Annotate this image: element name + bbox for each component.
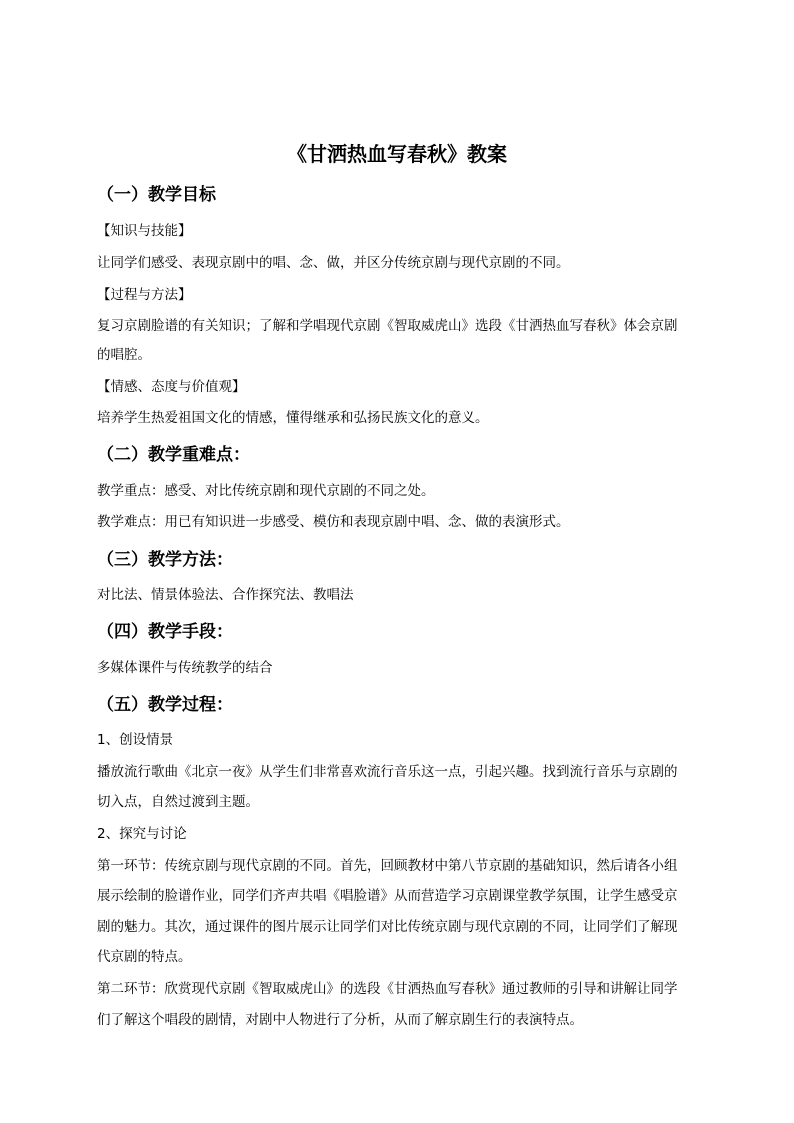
list-item: 1、创设情景	[97, 732, 174, 748]
paragraph: 第一环节：传统京剧与现代京剧的不同。首先，回顾教材中第八节京剧的基础知识，然后请各小组	[97, 858, 678, 874]
paragraph: 培养学生热爱祖国文化的情感，懂得继承和弘扬民族文化的意义。	[97, 410, 489, 426]
paragraph: 展示绘制的脸谱作业，同学们齐声共唱《唱脸谱》从而营造学习京剧课堂教学氛围，让学生感受京	[97, 888, 678, 904]
list-item: 2、探究与讨论	[97, 826, 187, 842]
paragraph: 播放流行歌曲《北京一夜》从学生们非常喜欢流行音乐这一点，引起兴趣。找到流行音乐与京剧的	[97, 764, 678, 780]
document-title: 《甘洒热血写春秋》教案	[287, 142, 507, 166]
paragraph: 的唱腔。	[97, 347, 151, 363]
section-heading-methods: （三）教学方法：	[97, 550, 233, 570]
paragraph: 们了解这个唱段的剧情，对剧中人物进行了分析，从而了解京剧生行的表演特点。	[97, 1012, 583, 1028]
section-heading-process: （五）教学过程：	[97, 695, 233, 715]
paragraph: 教学重点：感受、对比传统京剧和现代京剧的不同之处。	[97, 483, 435, 499]
section-heading-means: （四）教学手段：	[97, 622, 233, 642]
paragraph: 代京剧的特点。	[97, 949, 192, 965]
paragraph: 第二环节：欣赏现代京剧《智取威虎山》的选段《甘洒热血写春秋》通过教师的引导和讲解让同学	[97, 981, 678, 997]
paragraph: 剧的魅力。其次，通过课件的图片展示让同学们对比传统京剧与现代京剧的不同，让同学们了解现	[97, 919, 678, 935]
subheading-emotion-values: 【情感、态度与价值观】	[97, 379, 246, 395]
paragraph: 切入点，自然过渡到主题。	[97, 794, 259, 810]
section-heading-key-points: （二）教学重难点：	[97, 445, 250, 465]
paragraph: 复习京剧脸谱的有关知识；了解和学唱现代京剧《智取威虎山》选段《甘洒热血写春秋》体会京剧	[97, 318, 678, 334]
paragraph: 对比法、情景体验法、合作探究法、教唱法	[97, 587, 354, 603]
paragraph: 多媒体课件与传统教学的结合	[97, 660, 273, 676]
paragraph: 教学难点：用已有知识进一步感受、模仿和表现京剧中唱、念、做的表演形式。	[97, 514, 570, 530]
section-heading-objectives: （一）教学目标	[97, 185, 216, 205]
subheading-process-methods: 【过程与方法】	[97, 287, 192, 303]
subheading-knowledge-skills: 【知识与技能】	[97, 223, 192, 239]
paragraph: 让同学们感受、表现京剧中的唱、念、做，并区分传统京剧与现代京剧的不同。	[97, 255, 570, 271]
